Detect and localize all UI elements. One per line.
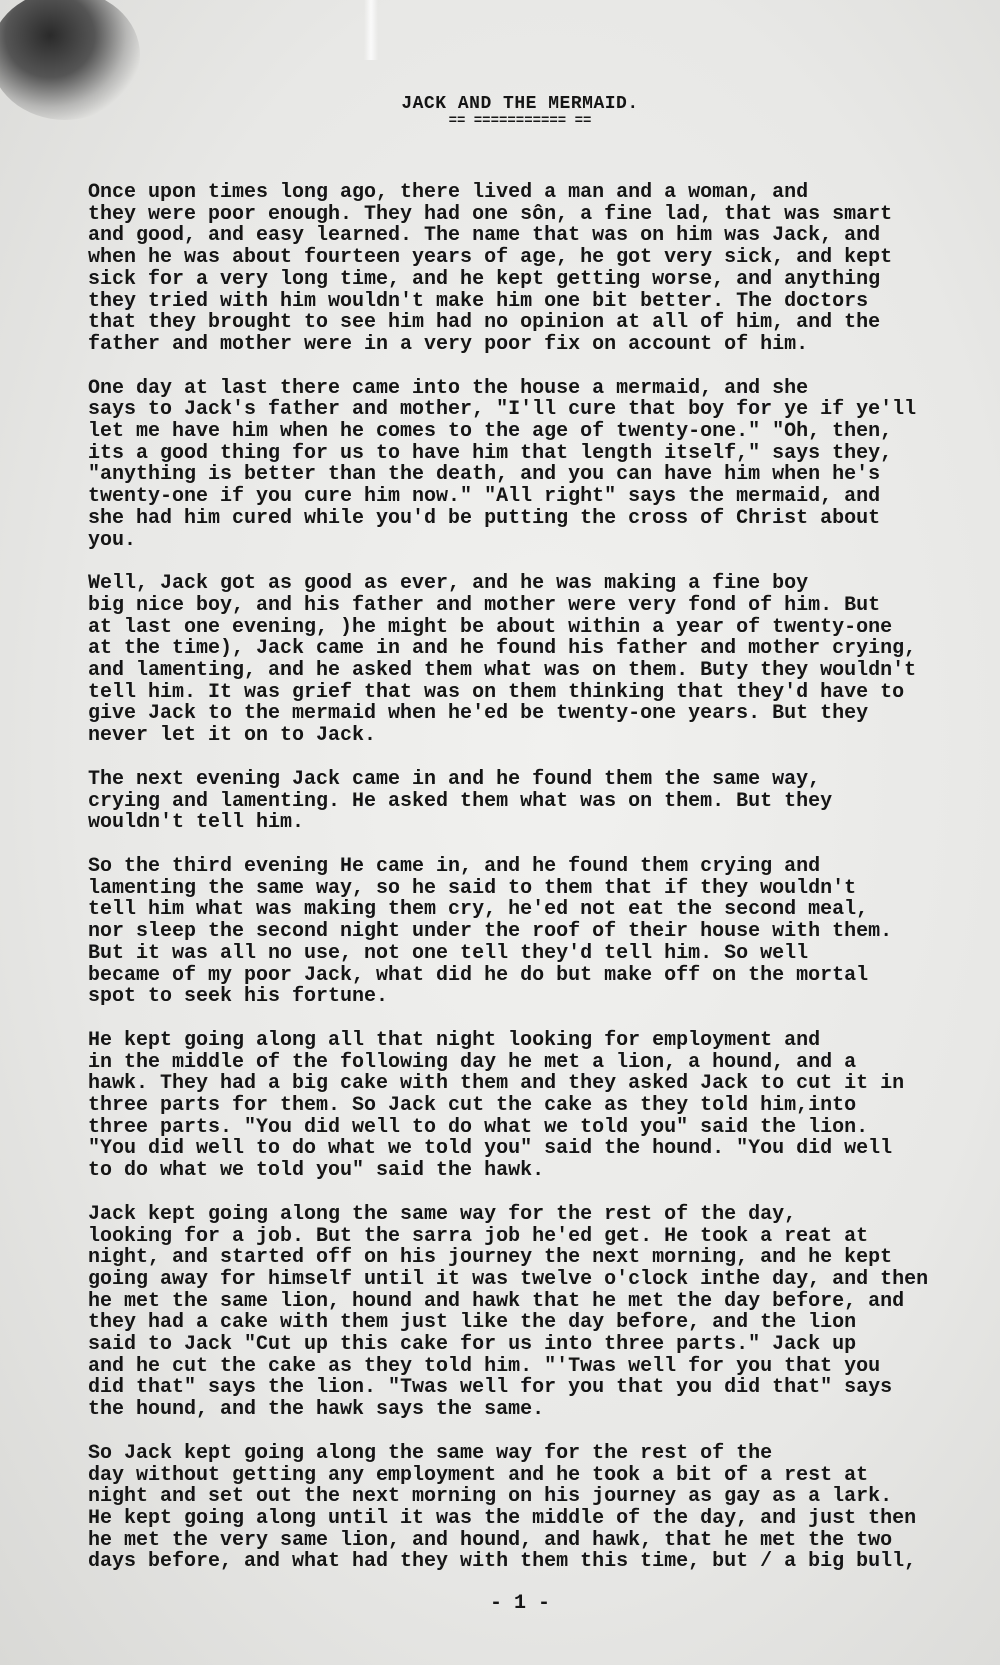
paragraph-2: One day at last there came into the house a mermaid, and she says to Jack's father and mother, "I'll cure that boy for ye if ye'll let me have him when he comes to the age of twenty-one." "Oh, then, its a good thing for us to have him that length itself," says they, "anything is better than the death, and you can have him when he's twenty-one if you cure him now." "All right" says the mermaid, and she had him cured while you'd be putting the cross of Christ about you. <box>88 376 917 552</box>
paragraph-8: So Jack kept going along the same way for the rest of the day without getting any employment and he took a bit of a rest at night and set out the next morning on his journey as gay as a lark. He kept going along until it was the middle of the day, and just then he met the very same lion, and hound, and hawk, that he met the two days before, and what had they with them this time, but / a big bull, <box>88 1441 917 1574</box>
document-body <box>88 182 993 1595</box>
title-underline: == =========== == <box>448 113 592 129</box>
paragraph-3: Well, Jack got as good as ever, and he was making a fine boy big nice boy, and his father and mother were very fond of him. But at last one evening, )he might be about within a year of twenty-one at the time), Jack came in and he found his father and mother crying, and lamenting, and he asked them what was on them. Buty they wouldn't tell him. It was grief that was on them thinking that they'd have to give Jack to the mermaid when he'ed be twenty-one years. But they never let it on to Jack. <box>88 572 917 748</box>
paragraph-4: The next evening Jack came in and he found them the same way, crying and lamenting. He asked them what was on them. But they wouldn't tell him. <box>88 767 833 835</box>
paragraph-7: Jack kept going along the same way for the rest of the day, looking for a job. But the sarra job he'ed get. He took a reat at night, and started off on his journey the next morning, and he kept going away for himself until it was twelve o'clock inthe day, and then he met the same lion, hound and hawk that he met the day before, and they had a cake with them just like the day before, and the lion said to Jack "Cut up this cake for us into three parts." Jack up and he cut the cake as they told him. "'Twas well for you that you did that" says the lion. "Twas well for you that you did that" says the hound, and the hawk says the same. <box>88 1202 929 1422</box>
paragraph-1: Once upon times long ago, there lived a man and a woman, and they were poor enough. They had one sôn, a fine lad, that was smart and good, and easy learned. The name that was on him was Jack, and when he was about fourteen years of age, he got very sick, and kept sick for a very long time, and he kept getting worse, and anything they tried with him wouldn't make him one bit better. The doctors that they brought to see him had no opinion at all of him, and the father and mother were in a very poor fix on account of him. <box>88 181 893 356</box>
paragraph-6: He kept going along all that night looking for employment and in the middle of the following day he met a lion, a hound, and a hawk. They had a big cake with them and they asked Jack to cut it in three parts for them. So Jack cut the cake as they told him,into three parts. "You did well to do what we told you" said the lion. "You did well to do what we told you" said the hound. "You did well to do what we told you" said the hawk. <box>88 1028 905 1183</box>
document-title: JACK AND THE MERMAID. <box>401 94 639 114</box>
paragraph-5: So the third evening He came in, and he found them crying and lamenting the same way, so he said to them that if they wouldn't tell him what was making them cry, he'ed not eat the second meal, nor sleep the second night under the roof of their house with them. But it was all no use, not one tell they'd tell him. So well became of my poor Jack, what did he do but make off on the mortal spot to seek his fortune. <box>88 854 893 1009</box>
paper-tear <box>364 0 378 60</box>
page-number: - 1 - <box>489 1592 550 1615</box>
